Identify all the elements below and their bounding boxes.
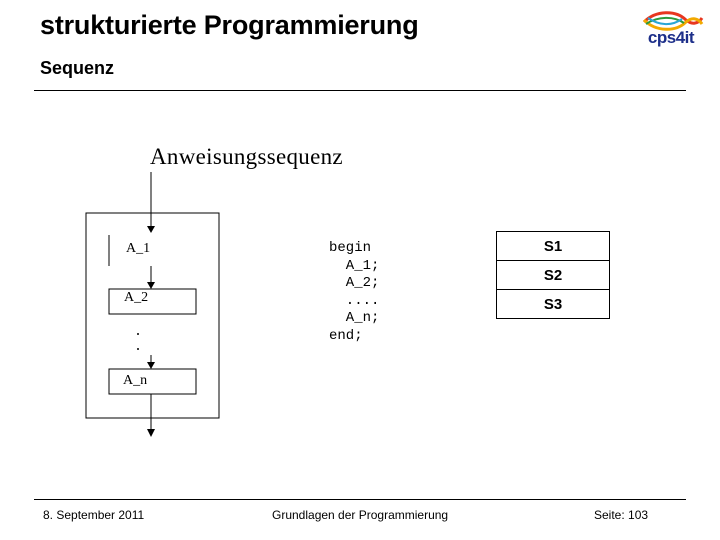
structogram-box-s1: S1 bbox=[496, 231, 610, 261]
footer-course-title: Grundlagen der Programmierung bbox=[272, 508, 449, 522]
entry-arrowhead bbox=[147, 226, 155, 233]
slide-subtitle: Sequenz bbox=[40, 58, 115, 78]
code-line: .... bbox=[329, 292, 380, 309]
slide-title: strukturierte Programmierung bbox=[40, 10, 419, 40]
arrowhead-a2 bbox=[147, 282, 155, 289]
code-line: A_1; bbox=[329, 257, 380, 274]
code-line: begin bbox=[329, 240, 372, 256]
logo-text: cps4it bbox=[647, 28, 695, 47]
exit-arrowhead bbox=[147, 429, 155, 437]
ellipsis-dot-2 bbox=[137, 348, 139, 350]
footer-divider bbox=[34, 499, 686, 500]
diagram-heading: Anweisungssequenz bbox=[150, 144, 343, 169]
flowchart-outer-frame bbox=[86, 213, 219, 418]
ellipsis-dot-1 bbox=[137, 333, 139, 335]
box-a2 bbox=[109, 289, 196, 314]
footer-page-number: Seite: 103 bbox=[594, 508, 649, 522]
code-line: end; bbox=[329, 327, 363, 344]
code-line: A_2; bbox=[329, 275, 380, 291]
pseudocode-block bbox=[329, 240, 379, 345]
flow-box-a1-label: A_1 bbox=[126, 241, 151, 256]
flow-box-a2-label: A_2 bbox=[124, 290, 149, 305]
footer-date: 8. September 2011 bbox=[43, 508, 145, 522]
structogram-box-s2: S2 bbox=[496, 260, 610, 290]
arrowhead-an bbox=[147, 362, 155, 369]
structogram-box-s3: S3 bbox=[496, 289, 610, 319]
code-line: A_n; bbox=[329, 310, 380, 326]
flow-box-an-label: A_n bbox=[123, 373, 148, 388]
